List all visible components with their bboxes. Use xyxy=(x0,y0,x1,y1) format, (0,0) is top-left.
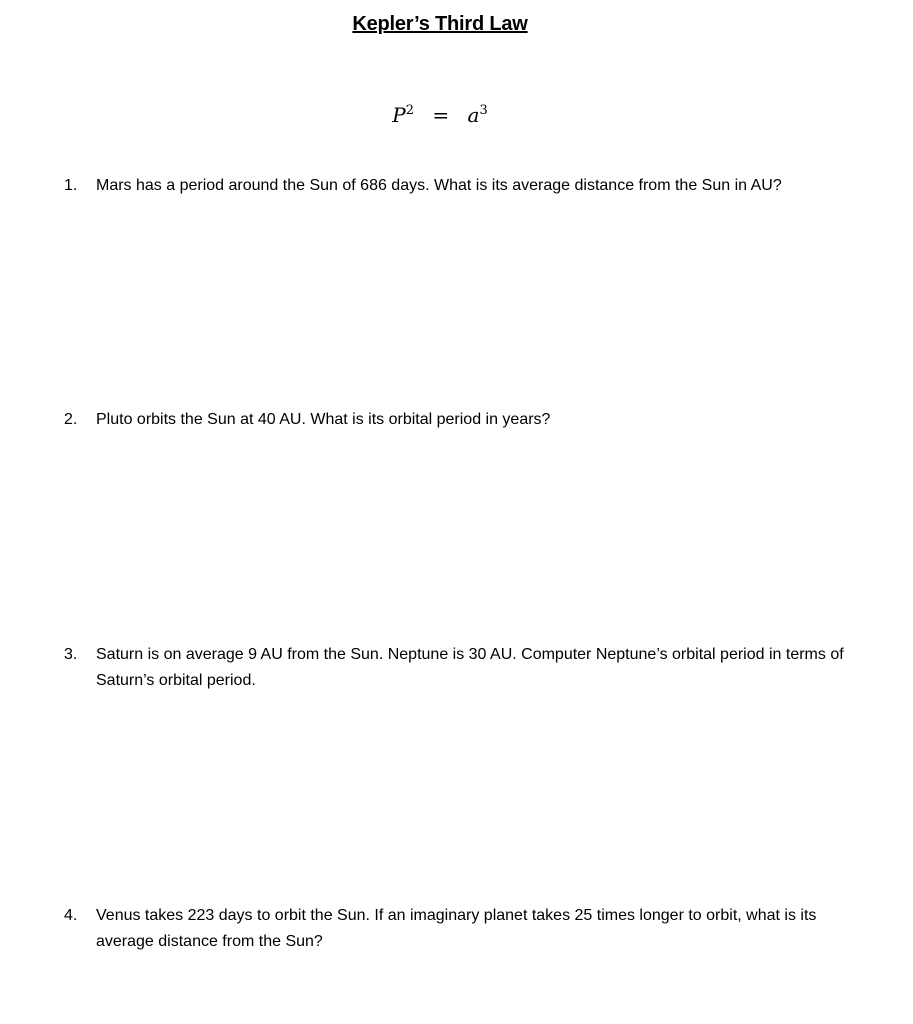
question-2 xyxy=(64,407,864,433)
question-text: Saturn is on average 9 AU from the Sun. Neptune is 30 AU. Computer Neptune’s orbital period in terms of Saturn’s orbital period. xyxy=(96,646,844,689)
formula-right-exponent: 3 xyxy=(479,103,488,118)
question-text: Venus takes 223 days to orbit the Sun. If an imaginary planet takes 25 times longer to orbit, what is its average distance from the Sun? xyxy=(96,907,817,950)
question-text: Pluto orbits the Sun at 40 AU. What is its orbital period in years? xyxy=(96,411,551,428)
formula-left-exponent: 2 xyxy=(405,103,415,118)
kepler-formula xyxy=(0,103,880,127)
formula-right-variable: a xyxy=(467,103,480,127)
question-number: 4. xyxy=(64,907,78,924)
page-title: Kepler’s Third Law xyxy=(352,13,528,35)
question-number: 3. xyxy=(64,646,78,663)
formula-equals: = xyxy=(432,103,450,127)
question-number: 1. xyxy=(64,177,78,194)
question-number: 2. xyxy=(64,411,78,428)
question-4 xyxy=(64,903,864,955)
question-1 xyxy=(64,173,864,199)
question-text: Mars has a period around the Sun of 686 days. What is its average distance from the Sun in AU? xyxy=(96,177,782,194)
question-3 xyxy=(64,642,864,694)
formula-left-variable: P xyxy=(392,103,406,127)
